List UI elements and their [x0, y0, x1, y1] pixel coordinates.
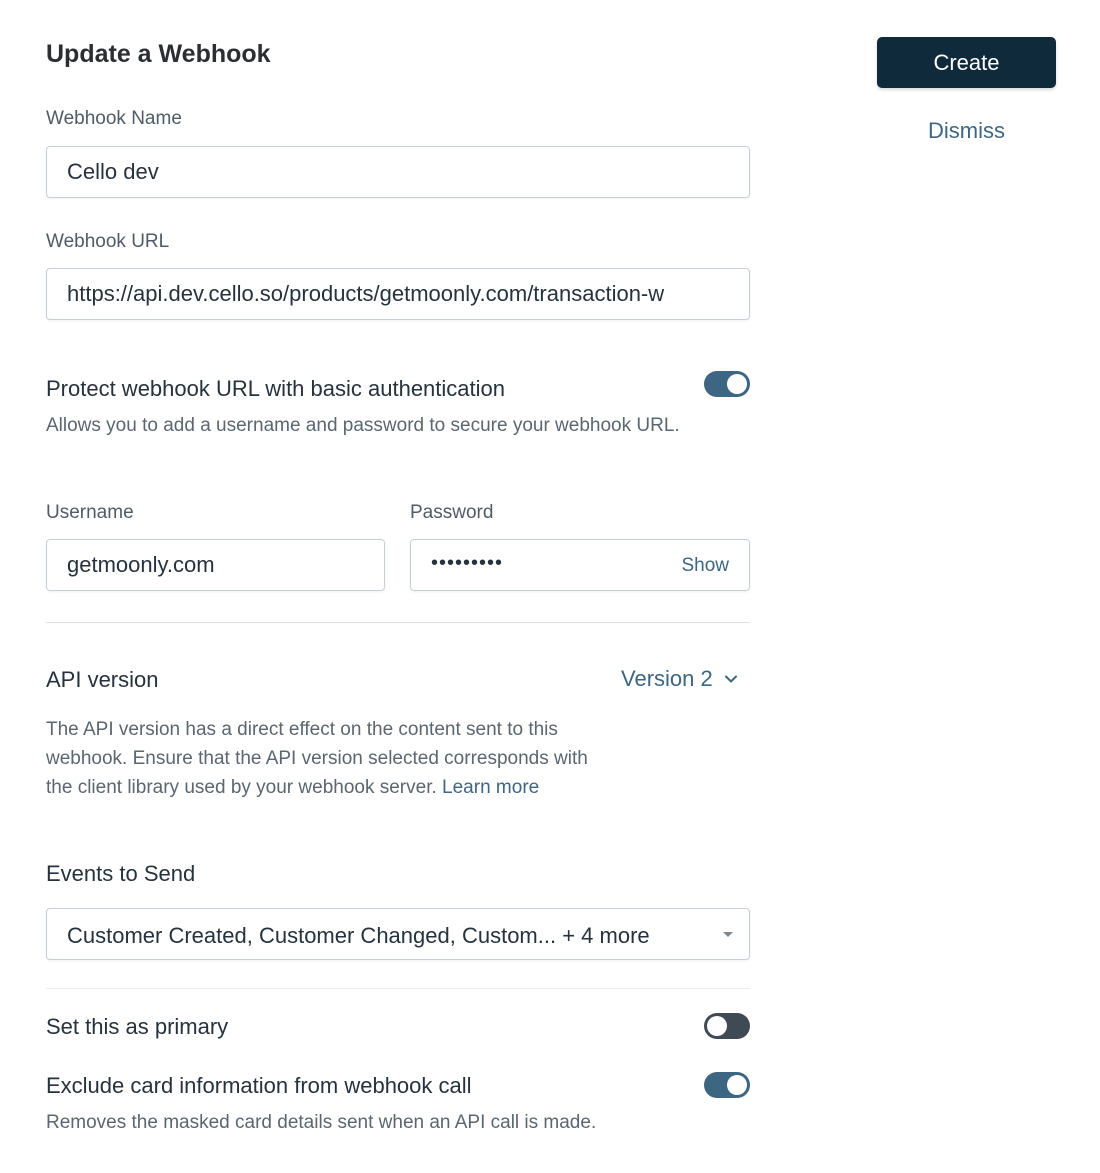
- api-version-select[interactable]: [621, 666, 739, 692]
- username-label: Username: [46, 502, 134, 523]
- section-divider: [46, 622, 750, 623]
- basic-auth-description: Allows you to add a username and password to secure your webhook URL.: [46, 415, 680, 436]
- learn-more-link[interactable]: Learn more: [442, 777, 540, 798]
- page-title: Update a Webhook: [46, 40, 271, 68]
- chevron-down-icon: [723, 671, 739, 687]
- exclude-card-toggle[interactable]: [704, 1072, 750, 1098]
- caret-down-icon: [723, 932, 733, 937]
- toggle-knob: [707, 1016, 727, 1036]
- password-input[interactable]: [410, 539, 750, 591]
- webhook-url-input[interactable]: [46, 268, 750, 320]
- dismiss-link[interactable]: Dismiss: [928, 118, 1005, 143]
- webhook-url-label: Webhook URL: [46, 231, 170, 252]
- primary-label: Set this as primary: [46, 1014, 229, 1039]
- events-select[interactable]: [46, 908, 750, 960]
- exclude-card-label: Exclude card information from webhook call: [46, 1073, 472, 1098]
- show-password-link[interactable]: Show: [681, 555, 729, 576]
- section-divider: [46, 988, 750, 989]
- create-button[interactable]: Create: [877, 37, 1056, 88]
- events-selected-value: Customer Created, Customer Changed, Custom... + 4 more: [67, 923, 650, 948]
- exclude-card-description: Removes the masked card details sent when an API call is made.: [46, 1112, 597, 1133]
- api-version-description: [46, 715, 616, 802]
- toggle-knob: [727, 1075, 747, 1095]
- webhook-name-input[interactable]: [46, 146, 750, 198]
- basic-auth-heading: Protect webhook URL with basic authentication: [46, 376, 505, 401]
- api-version-value: Version 2: [621, 666, 713, 691]
- username-input[interactable]: [46, 539, 385, 591]
- toggle-knob: [727, 374, 747, 394]
- password-masked-value: •••••••••: [431, 552, 504, 574]
- api-version-description-text: The API version has a direct effect on the content sent to this webhook. Ensure that the API version selected corresponds with the client library used by your webhook server.: [46, 719, 588, 798]
- api-version-heading: API version: [46, 667, 159, 692]
- webhook-name-label: Webhook Name: [46, 108, 182, 129]
- primary-toggle[interactable]: [704, 1013, 750, 1039]
- events-heading: Events to Send: [46, 861, 196, 886]
- basic-auth-toggle[interactable]: [704, 371, 750, 397]
- password-label: Password: [410, 502, 494, 523]
